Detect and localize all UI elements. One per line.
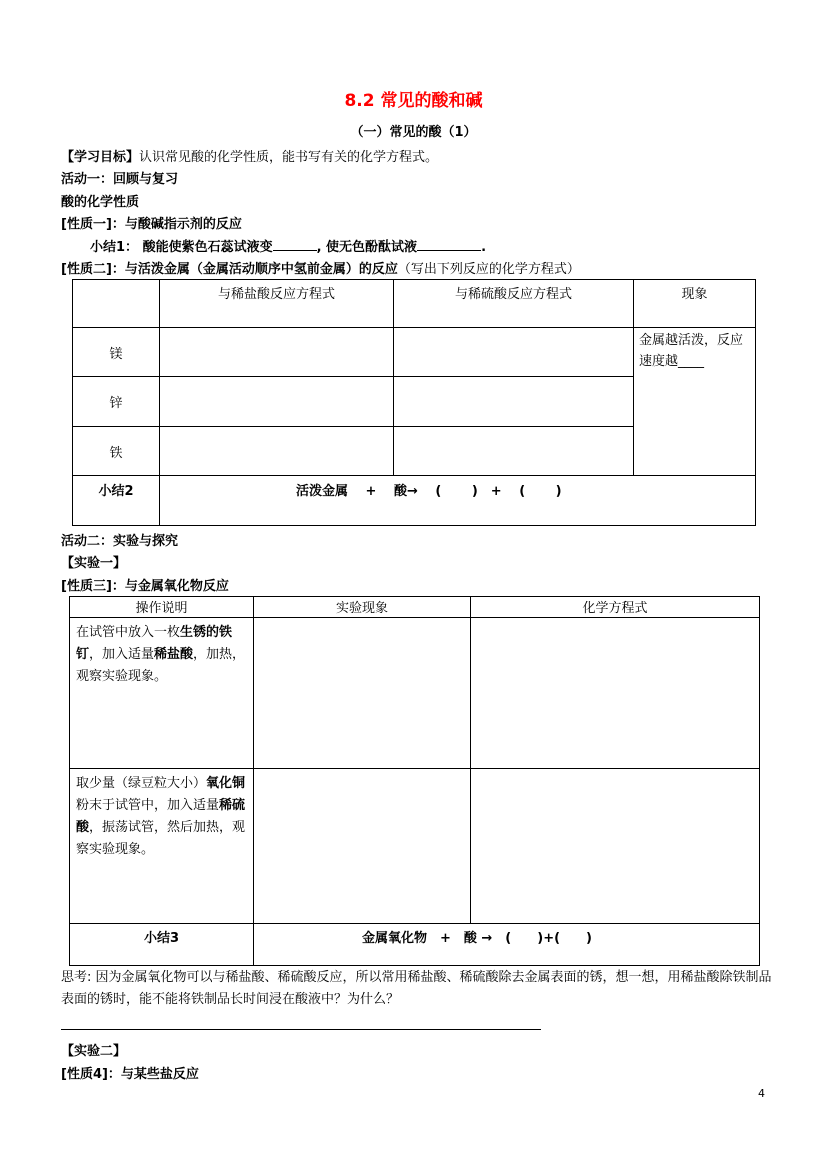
summary-one-text-a: 酸能使紫色石蕊试液变 — [142, 240, 273, 255]
summary-two-formula: 活泼金属 + 酸→ ( ) + ( ) — [160, 476, 756, 526]
h2so4-equation-cell[interactable] — [394, 328, 634, 377]
operation-cell: 取少量（绿豆粒大小）氧化铜粉末于试管中，加入适量稀硫酸，振荡试管，然后加热，观察实验现象。 — [70, 769, 254, 924]
experiment-two-heading: 【实验二】 — [61, 1044, 127, 1059]
activity-one-heading: 活动一：回顾与复习 — [61, 172, 179, 187]
learning-goal-label: 【学习目标】 — [61, 150, 140, 165]
metal-oxide-table — [69, 596, 760, 966]
table-header-cell: 与稀硫酸反应方程式 — [394, 280, 634, 328]
property-two-note: （写出下列反应的化学方程式） — [397, 262, 580, 277]
table-header-cell: 实验现象 — [254, 597, 471, 618]
summary-two-label: 小结2 — [73, 476, 160, 526]
table-header-cell: 现象 — [634, 280, 756, 328]
summary-one-label: 小结1： — [90, 240, 139, 255]
table-row — [73, 328, 756, 377]
activity-two-heading: 活动二：实验与探究 — [61, 534, 179, 549]
summary-three-formula: 金属氧化物 + 酸 → ( )+( ) — [254, 924, 760, 966]
hcl-equation-cell[interactable] — [160, 328, 394, 377]
summary-one-text-b: , 使无色酚酞试液 — [316, 240, 418, 255]
section-subtitle: （一）常见的酸（1） — [350, 125, 477, 140]
page-title: 8.2 常见的酸和碱 — [344, 91, 483, 111]
h2so4-equation-cell[interactable] — [394, 427, 634, 476]
table-header-cell: 操作说明 — [70, 597, 254, 618]
metal-label: 铁 — [73, 427, 160, 476]
summary-one-text-c: . — [481, 240, 487, 255]
table-row — [70, 618, 760, 769]
metal-label: 锌 — [73, 377, 160, 427]
phenomenon-cell — [634, 328, 756, 476]
summary-three-label: 小结3 — [70, 924, 254, 966]
metal-reaction-table — [72, 279, 756, 526]
phenomenon-text: 金属越活泼，反应速度越 — [639, 333, 744, 369]
property-three-heading: [性质三]：与金属氧化物反应 — [61, 579, 229, 594]
property-four-heading: [性质4]：与某些盐反应 — [61, 1067, 199, 1082]
think-question: 思考: 因为金属氧化物可以与稀盐酸、稀硫酸反应，所以常用稀盐酸、稀硫酸除去金属表面的锈，想一想，用稀盐酸除铁制品表面的锈时，能不能将铁制品长时间浸在酸液中？为什么？ — [61, 970, 772, 1007]
table-header-row — [73, 280, 756, 328]
observation-cell[interactable] — [254, 769, 471, 924]
h2so4-equation-cell[interactable] — [394, 377, 634, 427]
answer-line[interactable] — [61, 1029, 541, 1030]
metal-label: 镁 — [73, 328, 160, 377]
operation-cell: 在试管中放入一枚生锈的铁钉，加入适量稀盐酸，加热，观察实验现象。 — [70, 618, 254, 769]
learning-goal — [61, 146, 438, 165]
page-number: 4 — [758, 1087, 765, 1100]
table-row — [70, 769, 760, 924]
experiment-one-heading: 【实验一】 — [61, 556, 127, 571]
property-one-heading: [性质一]：与酸碱指示剂的反应 — [61, 217, 242, 232]
learning-goal-text: 认识常见酸的化学性质，能书写有关的化学方程式。 — [139, 150, 439, 165]
summary-row — [70, 924, 760, 966]
blank-phenolphthalein[interactable] — [417, 238, 481, 251]
table-header-cell: 与稀盐酸反应方程式 — [160, 280, 394, 328]
property-two-label: [性质二]：与活泼金属（金属活动顺序中氢前金属）的反应 — [61, 262, 398, 277]
summary-row — [73, 476, 756, 526]
table-header-cell — [73, 280, 160, 328]
observation-cell[interactable] — [254, 618, 471, 769]
property-two-heading — [61, 258, 580, 277]
equation-cell[interactable] — [471, 618, 760, 769]
acid-properties-heading: 酸的化学性质 — [61, 195, 140, 210]
hcl-equation-cell[interactable] — [160, 427, 394, 476]
table-header-row — [70, 597, 760, 618]
phenomenon-blank[interactable]: ____ — [678, 354, 705, 369]
table-header-cell: 化学方程式 — [471, 597, 760, 618]
summary-one — [90, 236, 486, 255]
blank-litmus[interactable] — [273, 238, 317, 251]
hcl-equation-cell[interactable] — [160, 377, 394, 427]
equation-cell[interactable] — [471, 769, 760, 924]
